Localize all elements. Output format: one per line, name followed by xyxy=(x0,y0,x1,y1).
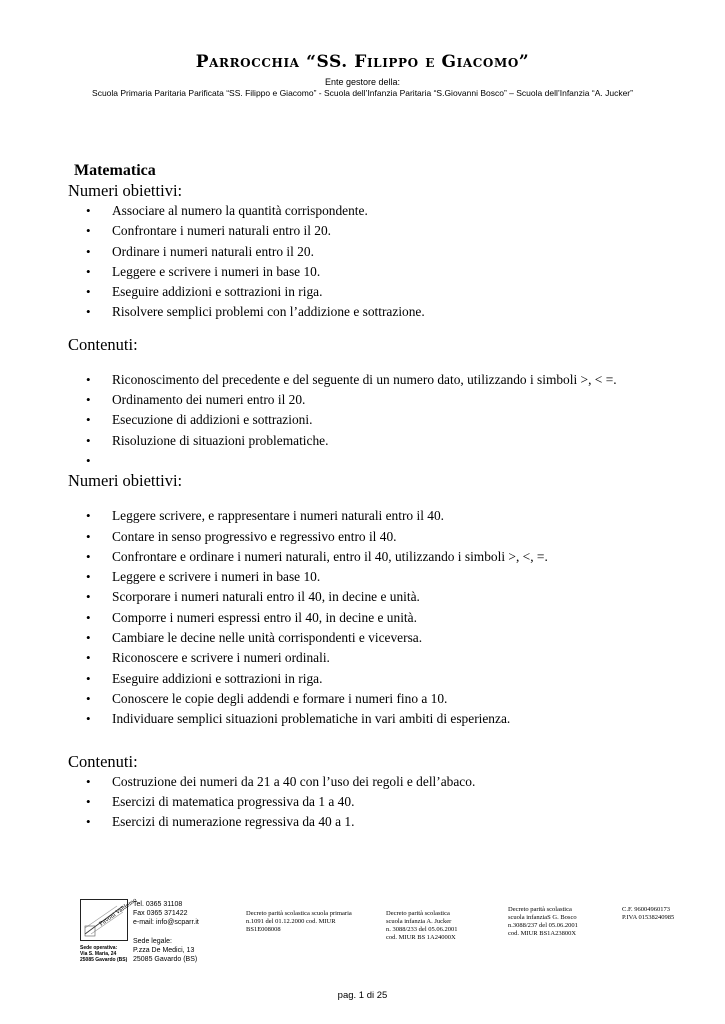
school-logo-icon xyxy=(81,897,139,940)
list-item: • Risoluzione di situazioni problematiche. xyxy=(68,431,688,451)
list-item: • Leggere e scrivere i numeri in base 10. xyxy=(68,567,688,587)
list-item: • Associare al numero la quantità corrispondente. xyxy=(68,201,688,221)
section-heading: Numeri obiettivi: xyxy=(68,471,183,491)
list-item: • Scorporare i numeri naturali entro il 40, in decine e unità. xyxy=(68,587,688,607)
list-item: • Esercizi di numerazione regressiva da 40 a 1. xyxy=(68,812,688,832)
operative-address: Sede operativa: Via S. Maria, 24 25085 Gavardo (BS) xyxy=(80,945,128,963)
page-number: pag. 1 di 25 xyxy=(337,990,388,1001)
list-item: • Esercizi di matematica progressiva da 1 a 40. xyxy=(68,792,688,812)
list-item: • Cambiare le decine nelle unità corrispondenti e viceversa. xyxy=(68,628,688,648)
list-item: • Confrontare e ordinare i numeri naturali, entro il 40, utilizzando i simboli >, <, =. xyxy=(68,547,688,567)
parish-title: Parrocchia “SS. Filippo e Giacomo” xyxy=(195,52,530,72)
list-item: • Comporre i numeri espressi entro il 40, in decine e unità. xyxy=(68,608,688,628)
email: e-mail: info@scparr.it xyxy=(133,919,199,926)
subject-title: Matematica xyxy=(74,162,156,179)
list-item xyxy=(68,451,688,471)
decree-bosco: Decreto parità scolastica scuola infanziaS G. Bosco n.3088/237 del 05.06.2001 cod. MIUR BS1A23800X xyxy=(508,906,578,937)
objectives-list-2 xyxy=(68,506,688,729)
section-heading: Contenuti: xyxy=(68,334,138,354)
list-item: • Leggere scrivere, e rappresentare i numeri naturali entro il 40. xyxy=(68,506,688,526)
list-item: • Riconoscere e scrivere i numeri ordinali. xyxy=(68,648,688,668)
decree-jucker: Decreto parità scolastica scuola infanzia A. Jucker n. 3088/233 del 05.06.2001 cod. MIUR BS 1A24000X xyxy=(386,910,458,941)
logo-text: Pavoni Valdomo xyxy=(98,897,139,928)
section-heading: Numeri obiettivi: xyxy=(68,181,183,200)
page-footer xyxy=(0,896,725,976)
phone: Tel. 0365 31108 xyxy=(133,901,183,908)
list-item: • Individuare semplici situazioni problematiche in vari ambiti di esperienza. xyxy=(68,709,688,729)
objectives-list-1 xyxy=(68,201,688,323)
document-body xyxy=(68,161,688,832)
list-item: • Leggere e scrivere i numeri in base 10. xyxy=(68,262,688,282)
list-item: • Esecuzione di addizioni e sottrazioni. xyxy=(68,410,688,430)
contents-list-1 xyxy=(68,370,688,471)
school-logo xyxy=(80,897,139,941)
contact-info xyxy=(133,900,199,927)
list-item: • Contare in senso progressivo e regressivo entro il 40. xyxy=(68,527,688,547)
fax: Fax 0365 371422 xyxy=(133,910,188,917)
letterhead xyxy=(0,52,725,99)
list-item: • Riconoscimento del precedente e del seguente di un numero dato, utilizzando i simboli >, < =. xyxy=(68,370,688,390)
schools-line: Scuola Primaria Paritaria Parificata “SS. Filippo e Giacomo” - Scuola dell’Infanzia Paritaria “S.Giovanni Bosco” – Scuola dell’Infanzia “A. Jucker” xyxy=(92,88,633,98)
list-item: • Confrontare i numeri naturali entro il 20. xyxy=(68,221,688,241)
contents-list-2 xyxy=(68,772,688,833)
section-heading: Contenuti: xyxy=(68,751,138,771)
list-item: • Ordinare i numeri naturali entro il 20. xyxy=(68,242,688,262)
fiscal-codes: C.F. 96004960173 P.IVA 01538240985 xyxy=(622,906,675,921)
list-item: • Ordinamento dei numeri entro il 20. xyxy=(68,390,688,410)
managing-body-label: Ente gestore della: xyxy=(324,77,401,87)
list-item: • Risolvere semplici problemi con l’addizione e sottrazione. xyxy=(68,302,688,322)
decree-primary: Decreto parità scolastica scuola primaria n.1091 del 01.12.2000 cod. MIUR BS1E008008 xyxy=(246,910,352,933)
list-item: • Conoscere le copie degli addendi e formare i numeri fino a 10. xyxy=(68,689,688,709)
list-item: • Eseguire addizioni e sottrazioni in riga. xyxy=(68,669,688,689)
list-item: • Costruzione dei numeri da 21 a 40 con l’uso dei regoli e dell’abaco. xyxy=(68,772,688,792)
legal-address: Sede legale: P.zza De Medici, 13 25085 Gavardo (BS) xyxy=(133,938,198,963)
list-item: • Eseguire addizioni e sottrazioni in riga. xyxy=(68,282,688,302)
